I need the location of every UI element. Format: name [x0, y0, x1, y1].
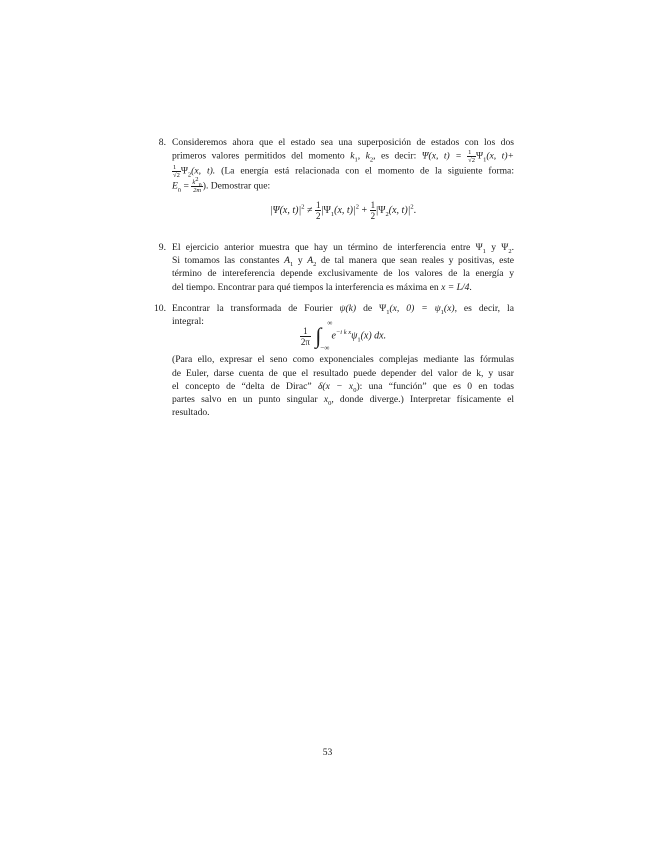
problem-10-number: 10. — [154, 303, 166, 314]
problem-9-line-2: Si tomamos las constantes $A_1$ y $A_2$ de tal manera que sean reales y positivas, este — [172, 255, 514, 269]
problem-8-line-4: $E_n$ = $\frac{k^2_n}{2m}$ ). Demostrar que: — [172, 176, 271, 195]
problem-10 — [154, 302, 515, 419]
problem-10-line-2: integral: — [172, 316, 204, 328]
problem-8-line-3: $\frac{1}{√2}$ $\Psi_2(x$, t). (La energía está relacionada con el momento de la siguiente forma: — [173, 164, 514, 180]
problem-9-line-4: del tiempo. Encontrar para qué tiempos la interferencia es máxima en x = L/4. — [172, 281, 472, 293]
problem-10-integral: $\frac{1}{2\pi}$ ∫ ∞ −∞ $e^{-i k x}\psi_1(x)$ dx. — [300, 319, 387, 353]
problem-9-number: 9. — [158, 242, 166, 253]
problem-10-para-line-4: partes salvo en un punto singular $x_0$, donde diverge.) Interpretar físicamente el — [172, 394, 514, 407]
problem-8-line-1: Consideremos ahora que el estado sea una superposición de estados con los dos — [172, 137, 514, 148]
problem-8-equation: |Ψ(x, $t)|^2$ ≠ $\frac{1}{2}$ $|\Psi_1(x$, $t)|^2$ + $\frac{1}{2}$ $|\Psi_2(x$, $t)|^2$. — [269, 200, 417, 222]
problem-8-line-2: primeros valores permitidos del momento $k_1$, $k_2$, es decir: Ψ(x, t) = $\frac{1}{√2}$ $\Psi_1(x$, t)+ — [172, 149, 514, 165]
problem-9-line-3: término de intereferencia depende exclusivamente de los valores de la energía y — [172, 268, 514, 280]
problem-8-number: 8. — [158, 137, 166, 148]
page-number: 53 — [322, 747, 333, 758]
integral-sign: ∫ ∞ −∞ — [315, 319, 333, 353]
problem-10-line-1: Encontrar la transformada de Fourier ψ(k) de $\Psi_1(x$, $0) = \psi_1(x)$, es decir, la — [172, 303, 514, 316]
problem-8 — [158, 136, 514, 227]
problem-10-para-line-3: el concepto de “delta de Dirac” $\delta(x - x_0)$: una “función” que es 0 en todas — [172, 380, 515, 394]
problem-10-para-line-1: (Para ello, expresar el seno como exponenciales complejas mediante las fórmulas — [172, 354, 514, 366]
problem-10-para-line-2: de Euler, darse cuenta de que el resultado puede depender del valor de k, y usar — [172, 367, 514, 379]
problem-9 — [158, 241, 515, 294]
problem-10-para-line-5: resultado. — [172, 407, 210, 419]
problem-9-line-1: El ejercicio anterior muestra que hay un término de interferencia entre $\Psi_1$ y $\Psi_2$. — [172, 242, 515, 255]
